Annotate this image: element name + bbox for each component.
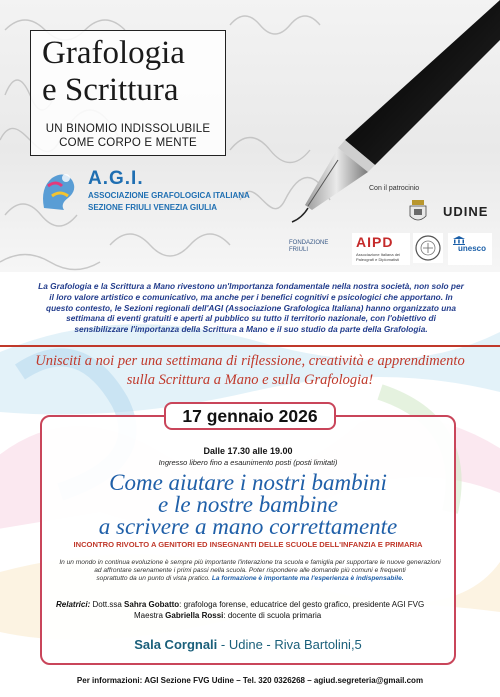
speaker2-name: Gabriella Rossi [165,610,224,620]
event-title-line2: e le nostre bambine [158,492,338,517]
fondazione-friuli-logo: FONDAZIONE FRIULI [289,240,329,253]
event-time: Dalle 17.30 alle 19.00 [203,446,293,456]
intro-paragraph: La Grafologia e la Scrittura a Mano rivestono un'Importanza fondamentale nella nostra società, non solo per il loro valore artistico e comunicativo, ma anche per i benefici cognitivi e psicologici che apportano. In questo contesto, le Sezioni regionali dell'AGI (Associazione Grafologica Italiana) hanno organizzato una settimana di eventi gratuiti e aperti al pubblico su tutto il territorio nazionale, con l'obiettivo di sensibilizzare l'importanza della Scrittura a Mano e il suo studio da parte della Grafologia. [38,281,464,335]
main-title-line1: Grafologia [42,35,185,71]
header-banner [0,0,500,272]
description-line1: In un mondo in continua evoluzione è sempre più importante l'interazione tra scuola e famiglia per supportare le nuove generazioni [59,559,441,566]
subtitle-line2: COME CORPO E MENTE [59,137,197,149]
event-title-line3: a scrivere a mano correttamente [98,514,398,539]
unesco-logo: unesco [458,244,487,253]
main-subtitle [30,122,226,150]
description-emphasis: La formazione è importante ma l'esperienza è indispensabile. [211,575,404,583]
speaker1-prefix: Dott.ssa [92,600,122,609]
contact-footer: Per informazioni: AGI Sezione FVG Udine – Tel. 320 0326268 – agiud.segreteria@gmail.com [76,676,424,685]
subtitle-line1: UN BINOMIO INDISSOLUBILE [45,123,211,135]
event-title-line1: Come aiutare i nostri bambini [109,470,387,495]
description-line3-text: soprattutto da un punto di vista pratico. [96,575,211,583]
event-venue [40,637,456,652]
udine-crest-icon [408,200,428,224]
event-title [40,472,456,538]
main-title-line2: e Scrittura [42,72,179,108]
invitation-line1: Unisciti a noi per una settimana di riflessione, creatività e apprendimento [35,353,465,369]
section-divider [0,345,500,347]
event-description [58,559,442,584]
udine-logo-text: UDINE [443,204,489,219]
speaker2-role: : docente di scuola primaria [223,610,322,620]
agi-name: A.G.I. [88,168,144,189]
invitation-line2: sulla Scrittura a Mano e sulla Grafologia! [126,372,374,388]
event-audience: INCONTRO RIVOLTO A GENITORI ED INSEGNANTI DELLE SCUOLE DELL'INFANZIA E PRIMARIA [73,540,423,549]
venue-address: - Udine - Riva Bartolini,5 [217,637,362,652]
patronage-label: Con il patrocinio [369,185,420,192]
description-line2: ad affrontare serenamente i primi passi nella scuola. Poter rispondere alle domande più comuni e frequenti [94,567,406,575]
fountain-pen-illustration [250,0,500,230]
venue-name: Sala Corgnali [134,637,218,652]
speakers-label: Relatrici: [56,600,91,609]
aipd-caption: Associazione Italiana dei Paleografi e Diplomatisti [356,252,401,262]
event-date: 17 gennaio 2026 [164,402,336,430]
speaker1-role: : grafologa forense, educatrice del gesto grafico, presidente AGI FVG [179,600,425,609]
speaker2-prefix: Maestra [134,610,163,620]
entry-note: Ingresso libero fino a esaunimento posti (posti limitati) [158,458,338,467]
agi-full-name: ASSOCIAZIONE GRAFOLOGICA ITALIANA [88,191,250,200]
invitation-text [20,352,480,390]
agi-section-name: SEZIONE FRIULI VENEZIA GIULIA [88,203,218,212]
description-line3 [58,575,442,583]
agi-logo-icon [38,168,80,212]
seal-icon [413,233,443,263]
aipd-logo: AIPD [356,234,394,250]
speaker2-line [134,611,446,622]
speaker1-name: Sahra Gobatto [124,600,180,609]
speakers-block [56,600,446,621]
